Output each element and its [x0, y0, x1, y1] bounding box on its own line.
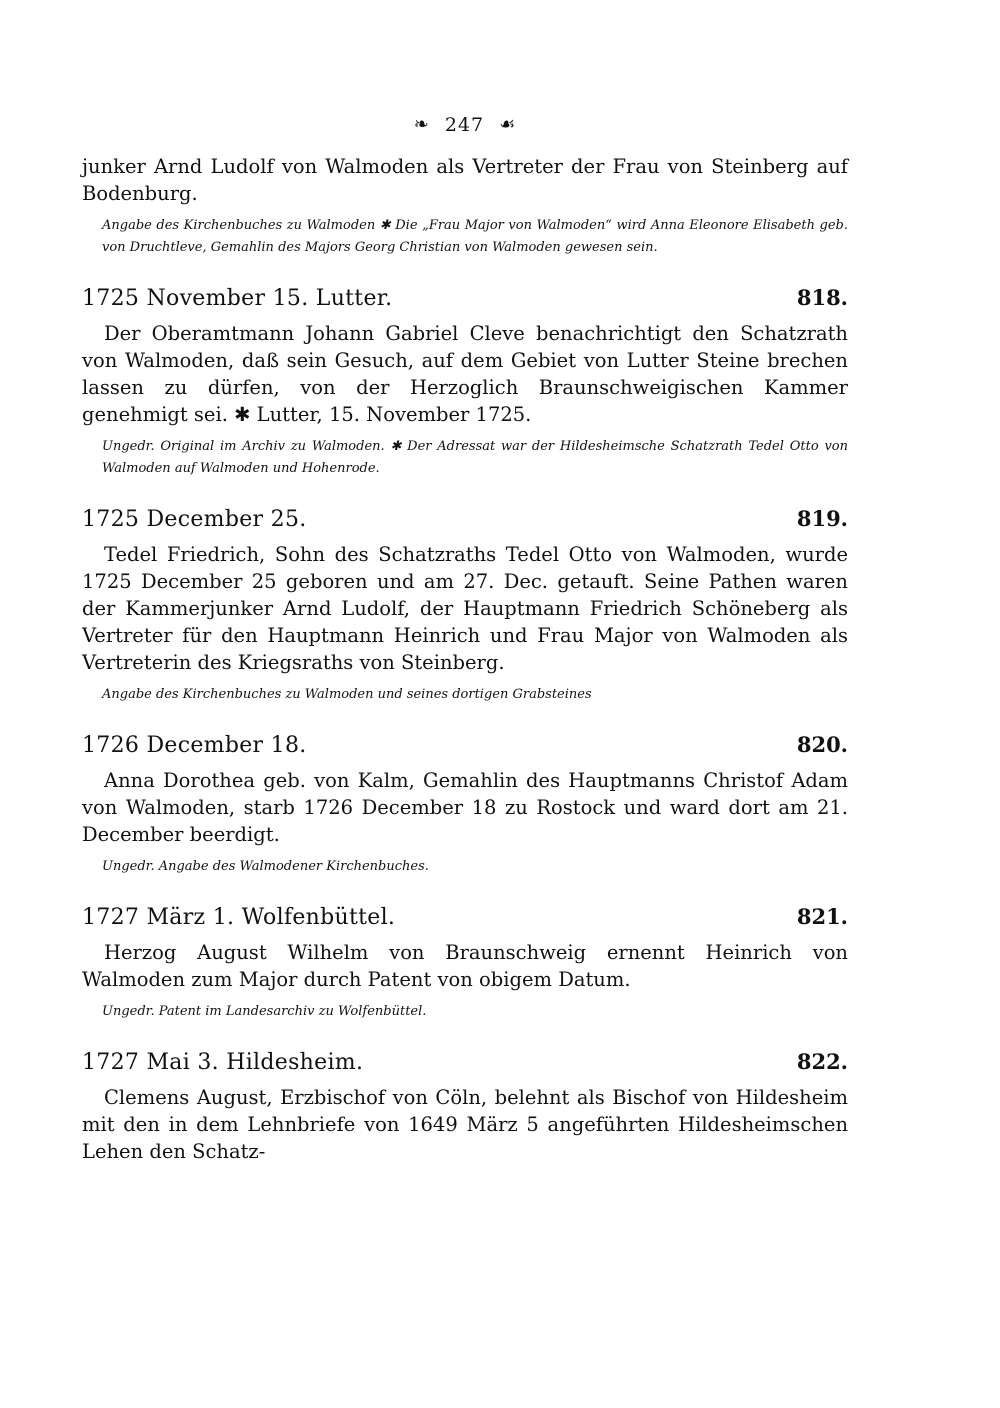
page-header — [82, 112, 848, 137]
entry-text: Anna Dorothea geb. von Kalm, Gemahlin des Hauptmanns Christof Adam von Walmoden, starb 1726 December 18 zu Rostock und ward dort am 21. December beerdigt. — [82, 769, 848, 846]
entry-heading — [82, 1047, 848, 1078]
entry-note: Ungedr. Patent im Landesarchiv zu Wolfenbüttel. — [102, 1004, 427, 1019]
entry-text: Tedel Friedrich, Sohn des Schatzraths Tedel Otto von Walmoden, wurde 1725 December 25 geboren und am 27. Dec. getauft. Seine Pathen waren der Kammerjunker Arnd Ludolf, der Hauptmann Friedrich Schöneberg als Vertreter für den Hauptmann Heinrich und Frau Major von Walmoden als Vertreterin des Kriegsraths von Steinberg. — [82, 543, 848, 674]
entry-note: Ungedr. Angabe des Walmodener Kirchenbuches. — [102, 859, 429, 874]
entry-date: 1727 Mai 3. Hildesheim. — [82, 1050, 364, 1075]
intro-note: Angabe des Kirchenbuches zu Walmoden ✱ Die „Frau Major von Walmoden“ wird Anna Eleonore Elisabeth geb. von Druchtleve, Gemahlin des Majors Georg Christian von Walmoden gewesen sein. — [102, 218, 848, 255]
page-number: 247 — [444, 114, 485, 136]
ornament-left-icon: ❧ — [413, 114, 430, 135]
entry-number: 819. — [796, 506, 848, 531]
entry-822 — [82, 1047, 848, 1165]
entry-heading — [82, 902, 848, 933]
entry-818 — [82, 283, 848, 480]
entry-date: 1726 December 18. — [82, 733, 307, 758]
entry-number: 820. — [796, 732, 848, 757]
entry-text: Herzog August Wilhelm von Braunschweig ernennt Heinrich von Walmoden zum Major durch Patent von obigem Datum. — [82, 941, 848, 991]
entry-text: Clemens August, Erzbischof von Cöln, belehnt als Bischof von Hildesheim mit den in dem Lehnbriefe von 1649 März 5 angeführten Hildesheimschen Lehen den Schatz- — [82, 1086, 848, 1163]
entry-note: Angabe des Kirchenbuches zu Walmoden und seines dortigen Grabsteines — [102, 687, 592, 702]
document-page — [82, 112, 848, 1165]
entry-821 — [82, 902, 848, 1023]
entry-heading — [82, 730, 848, 761]
ornament-right-icon: ☙ — [499, 114, 517, 135]
entry-date: 1727 März 1. Wolfenbüttel. — [82, 905, 396, 930]
entry-date: 1725 November 15. Lutter. — [82, 286, 393, 311]
entry-heading — [82, 283, 848, 314]
entry-number: 818. — [796, 285, 848, 310]
entry-819 — [82, 504, 848, 706]
entry-820 — [82, 730, 848, 878]
intro-text: junker Arnd Ludolf von Walmoden als Vertreter der Frau von Steinberg auf Bodenburg. — [82, 155, 848, 205]
intro-continuation — [82, 153, 848, 259]
entry-text: Der Oberamtmann Johann Gabriel Cleve benachrichtigt den Schatzrath von Walmoden, daß sein Gesuch, auf dem Gebiet von Lutter Steine brechen lassen zu dürfen, von der Herzoglich Braunschweigischen Kammer genehmigt sei. ✱ Lutter, 15. November 1725. — [82, 322, 848, 426]
entry-note: Ungedr. Original im Archiv zu Walmoden. ✱ Der Adressat war der Hildesheimsche Schatzrath Tedel Otto von Walmoden auf Walmoden und Hohenrode. — [102, 439, 848, 476]
entry-number: 822. — [796, 1049, 848, 1074]
entry-number: 821. — [796, 904, 848, 929]
entry-heading — [82, 504, 848, 535]
entry-date: 1725 December 25. — [82, 507, 307, 532]
